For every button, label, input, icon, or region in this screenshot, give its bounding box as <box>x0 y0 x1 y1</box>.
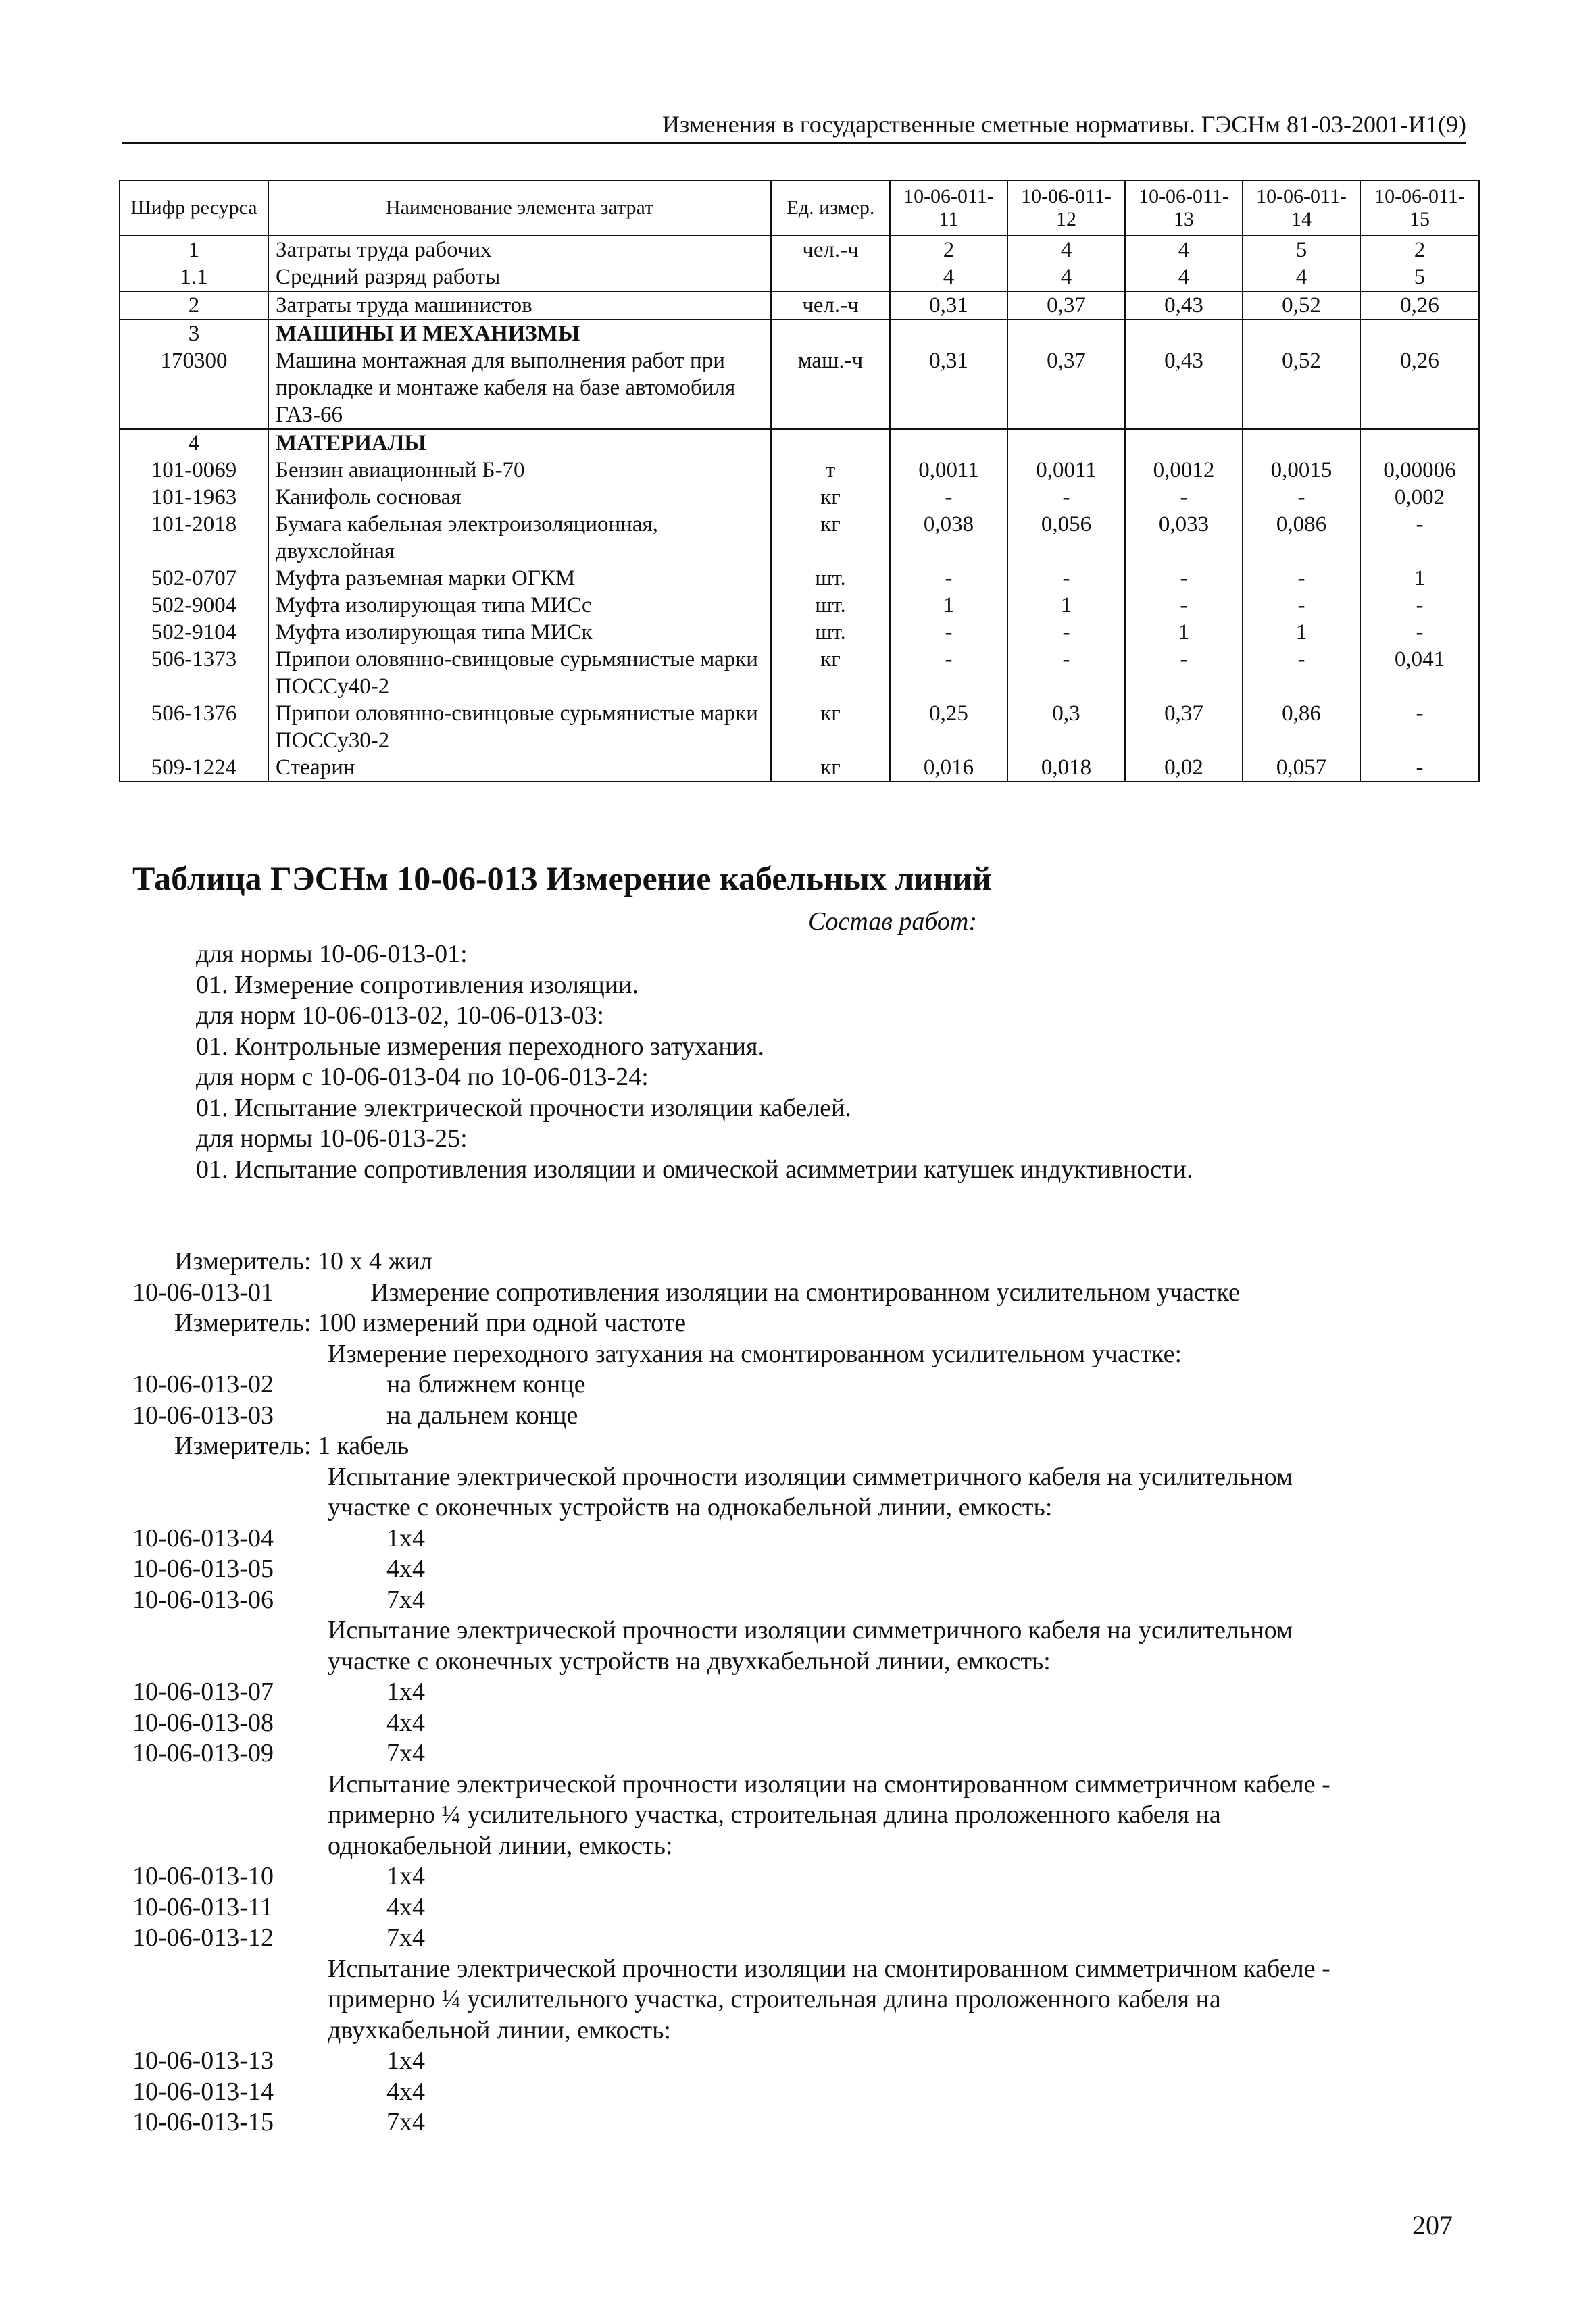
table-cell-code: 170300 <box>120 347 268 429</box>
norm-line <box>0 1615 1596 1646</box>
norm-line <box>0 1339 1596 1370</box>
works-line: для нормы 10-06-013-25: <box>196 1124 468 1153</box>
norm-text: 1х4 <box>386 1862 425 1890</box>
table-cell-value: 0,37 <box>1007 347 1125 429</box>
works-line: для норм с 10-06-013-04 по 10-06-013-24: <box>196 1063 649 1091</box>
table-cell-unit: кг <box>771 484 890 511</box>
norm-line <box>0 1831 1596 1862</box>
table-cell-value <box>1007 320 1125 347</box>
table-cell-value: - <box>1360 754 1479 782</box>
works-line: для норм 10-06-013-02, 10-06-013-03: <box>196 1001 605 1030</box>
table-cell-value: 2 <box>890 236 1007 263</box>
table-cell-value: 0,3 <box>1007 700 1125 754</box>
table-cell-code: 4 <box>120 429 268 457</box>
norm-code: 10-06-013-05 <box>132 1555 274 1583</box>
table-cell-value: - <box>890 565 1007 592</box>
section-title: Таблица ГЭСНм 10-06-013 Измерение кабельных линий <box>132 859 992 897</box>
table-cell-value: 0,37 <box>1125 700 1243 754</box>
table-row <box>120 592 1479 619</box>
norm-line <box>0 1954 1596 1985</box>
norm-line <box>0 1308 1596 1339</box>
measure-unit: Измеритель: 100 измерений при одной частоте <box>174 1309 687 1337</box>
table-cell-name: МАТЕРИАЛЫ <box>268 429 771 457</box>
norm-text: 4х4 <box>386 1892 425 1921</box>
norm-code: 10-06-013-04 <box>132 1524 274 1553</box>
table-cell-unit: кг <box>771 754 890 782</box>
norm-code: 10-06-013-03 <box>132 1401 274 1430</box>
table-cell-value: 0,26 <box>1360 291 1479 320</box>
table-cell-name: Машина монтажная для выполнения работ при прокладке и монтаже кабеля на базе автомобиля ГАЗ-66 <box>268 347 771 429</box>
norm-line <box>0 1646 1596 1678</box>
norm-text: 7х4 <box>386 1585 425 1614</box>
norm-code: 10-06-013-11 <box>132 1892 273 1921</box>
table-cell-unit: кг <box>771 511 890 565</box>
table-cell-value: - <box>1007 646 1125 700</box>
table-cell-value: - <box>1360 511 1479 565</box>
table-cell-value: 1 <box>1360 565 1479 592</box>
table-cell-value: 0,43 <box>1125 347 1243 429</box>
table-cell-value: 0,37 <box>1007 291 1125 320</box>
table-cell-value: - <box>1007 565 1125 592</box>
norm-code: 10-06-013-07 <box>132 1678 274 1706</box>
norm-line <box>0 1524 1596 1555</box>
table-cell-code: 506-1373 <box>120 646 268 700</box>
table-cell-name: Бумага кабельная электроизоляционная, двухслойная <box>268 511 771 565</box>
table-cell-unit <box>771 263 890 291</box>
table-cell-value: 0,31 <box>890 291 1007 320</box>
table-cell-value: - <box>1007 619 1125 646</box>
table-cell-code: 101-2018 <box>120 511 268 565</box>
table-row <box>120 700 1479 754</box>
norm-code: 10-06-013-08 <box>132 1708 274 1737</box>
table-cell-value: - <box>1243 592 1360 619</box>
table-cell-value: 5 <box>1360 263 1479 291</box>
norm-line <box>0 1585 1596 1616</box>
table-cell-value: - <box>1125 565 1243 592</box>
table-cell-value: 4 <box>1243 263 1360 291</box>
table-cell-value: 0,033 <box>1125 511 1243 565</box>
norm-line <box>0 1462 1596 1493</box>
table-cell-value: 0,43 <box>1125 291 1243 320</box>
table-cell-value: 0,086 <box>1243 511 1360 565</box>
table-row <box>120 754 1479 782</box>
col-header-norm: 10-06-011-15 <box>1360 180 1479 236</box>
norm-description: Испытание электрической прочности изоляции симметричного кабеля на усилительном <box>328 1462 1293 1491</box>
table-cell-name: Припои оловянно-свинцовые сурьмянистые марки ПОССу40-2 <box>268 646 771 700</box>
works-line: 01. Измерение сопротивления изоляции. <box>196 970 639 999</box>
table-cell-value: - <box>1360 700 1479 754</box>
col-header-norm: 10-06-011-13 <box>1125 180 1243 236</box>
table-cell-value: 5 <box>1243 236 1360 263</box>
table-cell-value: 4 <box>1125 263 1243 291</box>
table-cell-code: 2 <box>120 291 268 320</box>
table-cell-code: 101-0069 <box>120 457 268 484</box>
table-row <box>120 457 1479 484</box>
norm-line <box>0 1431 1596 1462</box>
norm-line <box>0 2077 1596 2108</box>
table-cell-value: 1 <box>1007 592 1125 619</box>
norm-description: участке с оконечных устройств на двухкабельной линии, емкость: <box>328 1646 1051 1676</box>
norm-text: 1х4 <box>386 1524 425 1553</box>
works-list <box>0 939 1596 1185</box>
norm-text: 1х4 <box>386 1678 425 1706</box>
table-cell-unit: чел.-ч <box>771 291 890 320</box>
table-cell-value <box>1360 320 1479 347</box>
table-cell-value: - <box>890 484 1007 511</box>
table-row <box>120 484 1479 511</box>
norm-code: 10-06-013-01 <box>132 1278 274 1307</box>
norm-code: 10-06-013-06 <box>132 1585 274 1614</box>
table-cell-value: 0,002 <box>1360 484 1479 511</box>
table-cell-value: 0,018 <box>1007 754 1125 782</box>
table-cell-value <box>1125 320 1243 347</box>
table-cell-unit <box>771 320 890 347</box>
table-cell-value: 2 <box>1360 236 1479 263</box>
works-line: 01. Испытание сопротивления изоляции и омической асимметрии катушек индуктивности. <box>196 1155 1193 1184</box>
table-cell-code: 1.1 <box>120 263 268 291</box>
table-cell-value: 0,057 <box>1243 754 1360 782</box>
norm-line <box>0 1923 1596 1954</box>
norm-text: на дальнем конце <box>386 1401 578 1430</box>
table-cell-value: 1 <box>1125 619 1243 646</box>
norm-line <box>0 1677 1596 1708</box>
table-row <box>120 646 1479 700</box>
table-cell-value: 0,0012 <box>1125 457 1243 484</box>
table-cell-value: - <box>890 619 1007 646</box>
table-cell-value: 4 <box>1007 236 1125 263</box>
norm-line <box>0 1984 1596 2015</box>
section-subtitle: Состав работ: <box>807 907 978 936</box>
page-number: 207 <box>1412 2210 1453 2240</box>
table-cell-value: - <box>1360 619 1479 646</box>
measure-unit: Измеритель: 1 кабель <box>174 1432 409 1460</box>
table-cell-unit: т <box>771 457 890 484</box>
norm-code: 10-06-013-02 <box>132 1370 274 1399</box>
table-cell-value: 4 <box>1125 236 1243 263</box>
table-cell-value: 0,52 <box>1243 291 1360 320</box>
table-cell-name: МАШИНЫ И МЕХАНИЗМЫ <box>268 320 771 347</box>
norm-line <box>0 1738 1596 1769</box>
table-body <box>120 236 1479 782</box>
table-cell-value: 0,0011 <box>1007 457 1125 484</box>
table-cell-value: 0,31 <box>890 347 1007 429</box>
col-header-norm: 10-06-011-12 <box>1007 180 1125 236</box>
norm-line <box>0 2107 1596 2138</box>
table-row <box>120 291 1479 320</box>
table-cell-value <box>890 429 1007 457</box>
norm-line <box>0 2015 1596 2046</box>
table-cell-unit: маш.-ч <box>771 347 890 429</box>
table-cell-value: 0,86 <box>1243 700 1360 754</box>
norm-line <box>0 1708 1596 1739</box>
table-cell-value: - <box>1125 484 1243 511</box>
norm-text: Измерение сопротивления изоляции на смонтированном усилительном участке <box>370 1278 1240 1307</box>
table-cell-unit: шт. <box>771 565 890 592</box>
norms-list <box>0 1247 1596 2138</box>
col-header-norm: 10-06-011-14 <box>1243 180 1360 236</box>
page-header: Изменения в государственные сметные нормативы. ГЭСНм 81-03-2001-И1(9) <box>122 108 1466 144</box>
table-cell-value: 0,25 <box>890 700 1007 754</box>
norm-line <box>0 2046 1596 2077</box>
table-cell-code: 1 <box>120 236 268 263</box>
norm-description: Измерение переходного затухания на смонтированном усилительном участке: <box>328 1339 1182 1368</box>
table-cell-value: 0,0011 <box>890 457 1007 484</box>
norm-line <box>0 1861 1596 1892</box>
table-cell-code: 502-0707 <box>120 565 268 592</box>
norm-line <box>0 1892 1596 1923</box>
table-row <box>120 347 1479 429</box>
table-cell-code: 509-1224 <box>120 754 268 782</box>
table-cell-unit <box>771 429 890 457</box>
col-header-code: Шифр ресурса <box>120 180 268 236</box>
table-cell-value: - <box>1243 646 1360 700</box>
table-cell-name: Муфта разъемная марки ОГКМ <box>268 565 771 592</box>
norm-code: 10-06-013-14 <box>132 2077 274 2106</box>
norm-code: 10-06-013-10 <box>132 1862 274 1890</box>
table-cell-unit: чел.-ч <box>771 236 890 263</box>
table-cell-name: Муфта изолирующая типа МИСс <box>268 592 771 619</box>
table-cell-value: - <box>1007 484 1125 511</box>
table-cell-unit: кг <box>771 646 890 700</box>
norm-line <box>0 1401 1596 1432</box>
table-cell-value: - <box>890 646 1007 700</box>
table-cell-value: - <box>1125 592 1243 619</box>
norm-line <box>0 1769 1596 1801</box>
table-cell-code: 506-1376 <box>120 700 268 754</box>
norm-text: 7х4 <box>386 2108 425 2136</box>
norm-code: 10-06-013-09 <box>132 1739 274 1767</box>
norm-description: участке с оконечных устройств на однокабельной линии, емкость: <box>328 1493 1053 1521</box>
table-cell-unit: шт. <box>771 592 890 619</box>
table-cell-value: 0,056 <box>1007 511 1125 565</box>
table-cell-unit: кг <box>771 700 890 754</box>
table-cell-value: - <box>1125 646 1243 700</box>
norm-description: двухкабельной линии, емкость: <box>328 2015 671 2044</box>
table-row <box>120 320 1479 347</box>
table-cell-name: Затраты труда рабочих <box>268 236 771 263</box>
table-cell-value: - <box>1243 565 1360 592</box>
table-cell-name: Затраты труда машинистов <box>268 291 771 320</box>
table-cell-value <box>1007 429 1125 457</box>
norm-description: Испытание электрической прочности изоляции на смонтированном симметричном кабеле - <box>328 1954 1330 1983</box>
norm-description: Испытание электрической прочности изоляции на смонтированном симметричном кабеле - <box>328 1769 1330 1799</box>
table-cell-value <box>890 320 1007 347</box>
table-cell-unit: шт. <box>771 619 890 646</box>
norm-text: 4х4 <box>386 1708 425 1737</box>
norm-code: 10-06-013-13 <box>132 2046 274 2075</box>
table-cell-code: 502-9004 <box>120 592 268 619</box>
table-cell-value: 0,00006 <box>1360 457 1479 484</box>
table-cell-value: 0,52 <box>1243 347 1360 429</box>
col-header-unit: Ед. измер. <box>771 180 890 236</box>
table-row <box>120 511 1479 565</box>
measure-unit: Измеритель: 10 х 4 жил <box>174 1247 433 1276</box>
table-cell-value: 4 <box>890 263 1007 291</box>
table-cell-value: 0,02 <box>1125 754 1243 782</box>
table-cell-value: 0,26 <box>1360 347 1479 429</box>
table-cell-code: 3 <box>120 320 268 347</box>
norm-line <box>0 1554 1596 1585</box>
table-cell-value: 1 <box>1243 619 1360 646</box>
norm-description: примерно ¼ усилительного участка, строительная длина проложенного кабеля на <box>328 1985 1221 2013</box>
table-row <box>120 429 1479 457</box>
norm-description: однокабельной линии, емкость: <box>328 1831 673 1860</box>
table-cell-value: 0,0015 <box>1243 457 1360 484</box>
table-row <box>120 565 1479 592</box>
norm-code: 10-06-013-12 <box>132 1923 274 1952</box>
table-header-row <box>120 180 1479 236</box>
norm-code: 10-06-013-15 <box>132 2108 274 2136</box>
table-cell-value: - <box>1243 484 1360 511</box>
table-cell-value <box>1360 429 1479 457</box>
table-cell-name: Средний разряд работы <box>268 263 771 291</box>
table-cell-value: 0,038 <box>890 511 1007 565</box>
norm-text: 4х4 <box>386 1555 425 1583</box>
table-cell-name: Бензин авиационный Б-70 <box>268 457 771 484</box>
table-cell-code: 502-9104 <box>120 619 268 646</box>
table-cell-value <box>1125 429 1243 457</box>
norm-text: 4х4 <box>386 2077 425 2106</box>
norm-line <box>0 1800 1596 1831</box>
works-line: 01. Контрольные измерения переходного затухания. <box>196 1032 764 1061</box>
table-row <box>120 236 1479 263</box>
table-cell-value <box>1243 429 1360 457</box>
table-cell-value: - <box>1360 592 1479 619</box>
norm-text: на ближнем конце <box>386 1370 586 1399</box>
table-cell-name: Припои оловянно-свинцовые сурьмянистые марки ПОССу30-2 <box>268 700 771 754</box>
works-line: 01. Испытание электрической прочности изоляции кабелей. <box>196 1093 851 1122</box>
norm-text: 7х4 <box>386 1739 425 1767</box>
norm-line <box>0 1278 1596 1309</box>
norm-text: 7х4 <box>386 1923 425 1952</box>
norm-line <box>0 1369 1596 1401</box>
col-header-norm: 10-06-011-11 <box>890 180 1007 236</box>
table-cell-value: 4 <box>1007 263 1125 291</box>
norm-description: Испытание электрической прочности изоляции симметричного кабеля на усилительном <box>328 1616 1293 1644</box>
table-row <box>120 619 1479 646</box>
norm-line <box>0 1247 1596 1278</box>
norm-description: примерно ¼ усилительного участка, строительная длина проложенного кабеля на <box>328 1801 1221 1829</box>
table-cell-value <box>1243 320 1360 347</box>
table-cell-value: 0,041 <box>1360 646 1479 700</box>
norm-text: 1х4 <box>386 2046 425 2075</box>
table-cell-value: 1 <box>890 592 1007 619</box>
table-row <box>120 263 1479 291</box>
table-cell-name: Стеарин <box>268 754 771 782</box>
table-cell-name: Канифоль сосновая <box>268 484 771 511</box>
col-header-name: Наименование элемента затрат <box>268 180 771 236</box>
table-cell-value: 0,016 <box>890 754 1007 782</box>
table-cell-name: Муфта изолирующая типа МИСк <box>268 619 771 646</box>
table-cell-code: 101-1963 <box>120 484 268 511</box>
resource-table <box>119 180 1480 782</box>
norm-line <box>0 1492 1596 1524</box>
works-line: для нормы 10-06-013-01: <box>196 940 468 968</box>
